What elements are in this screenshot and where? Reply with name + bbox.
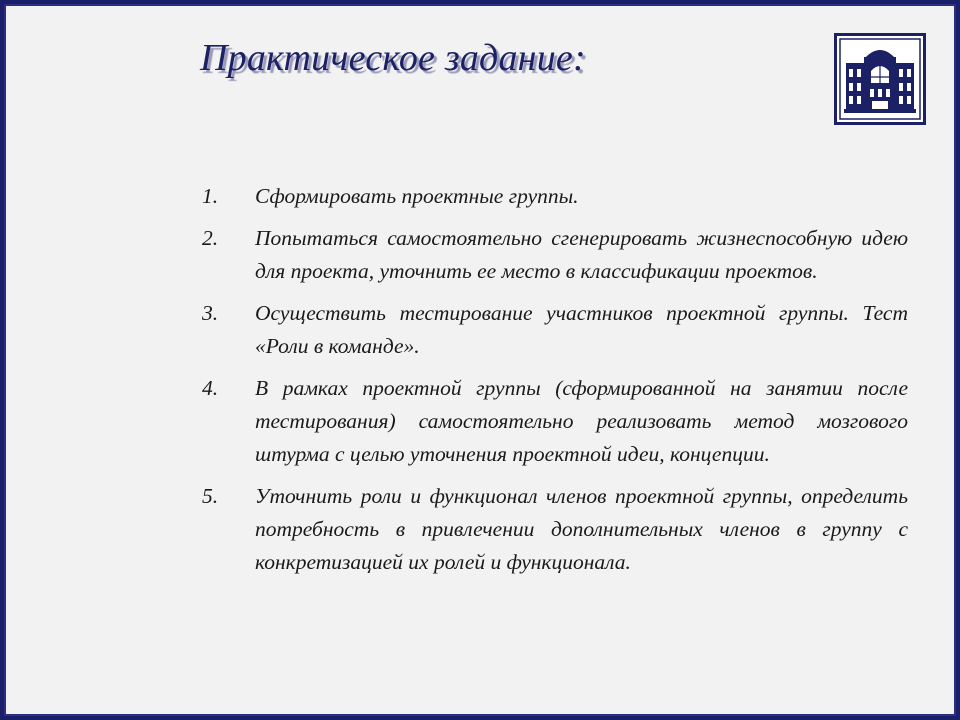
task-text: В рамках проектной группы (сформированной на занятии после тестирования) самостоятельно реализовать метод мозгового штурма с целью уточнения проектной идеи, концепции. — [255, 376, 908, 466]
task-text: Уточнить роли и функционал членов проектной группы, определить потребность в привлечении дополнительных членов в группу с конкретизацией их ролей и функционала. — [255, 484, 908, 574]
task-text: Попытаться самостоятельно сгенерировать жизнеспособную идею для проекта, уточнить ее место в классификации проектов. — [255, 226, 908, 283]
university-building-icon — [834, 33, 926, 125]
task-item-1 — [202, 180, 908, 213]
task-item-4 — [202, 372, 908, 471]
task-number: 3. — [202, 301, 219, 325]
task-item-3 — [202, 297, 908, 363]
task-number: 4. — [202, 376, 219, 400]
slide — [4, 4, 956, 716]
task-text: Осуществить тестирование участников проектной группы. Тест «Роли в команде». — [255, 301, 908, 358]
task-number: 1. — [202, 184, 219, 208]
task-item-5 — [202, 480, 908, 579]
task-number: 2. — [202, 226, 219, 250]
task-list — [202, 180, 908, 588]
task-text: Сформировать проектные группы. — [255, 184, 579, 208]
slide-title: Практическое задание: — [200, 37, 586, 79]
task-item-2 — [202, 222, 908, 288]
task-number: 5. — [202, 484, 219, 508]
